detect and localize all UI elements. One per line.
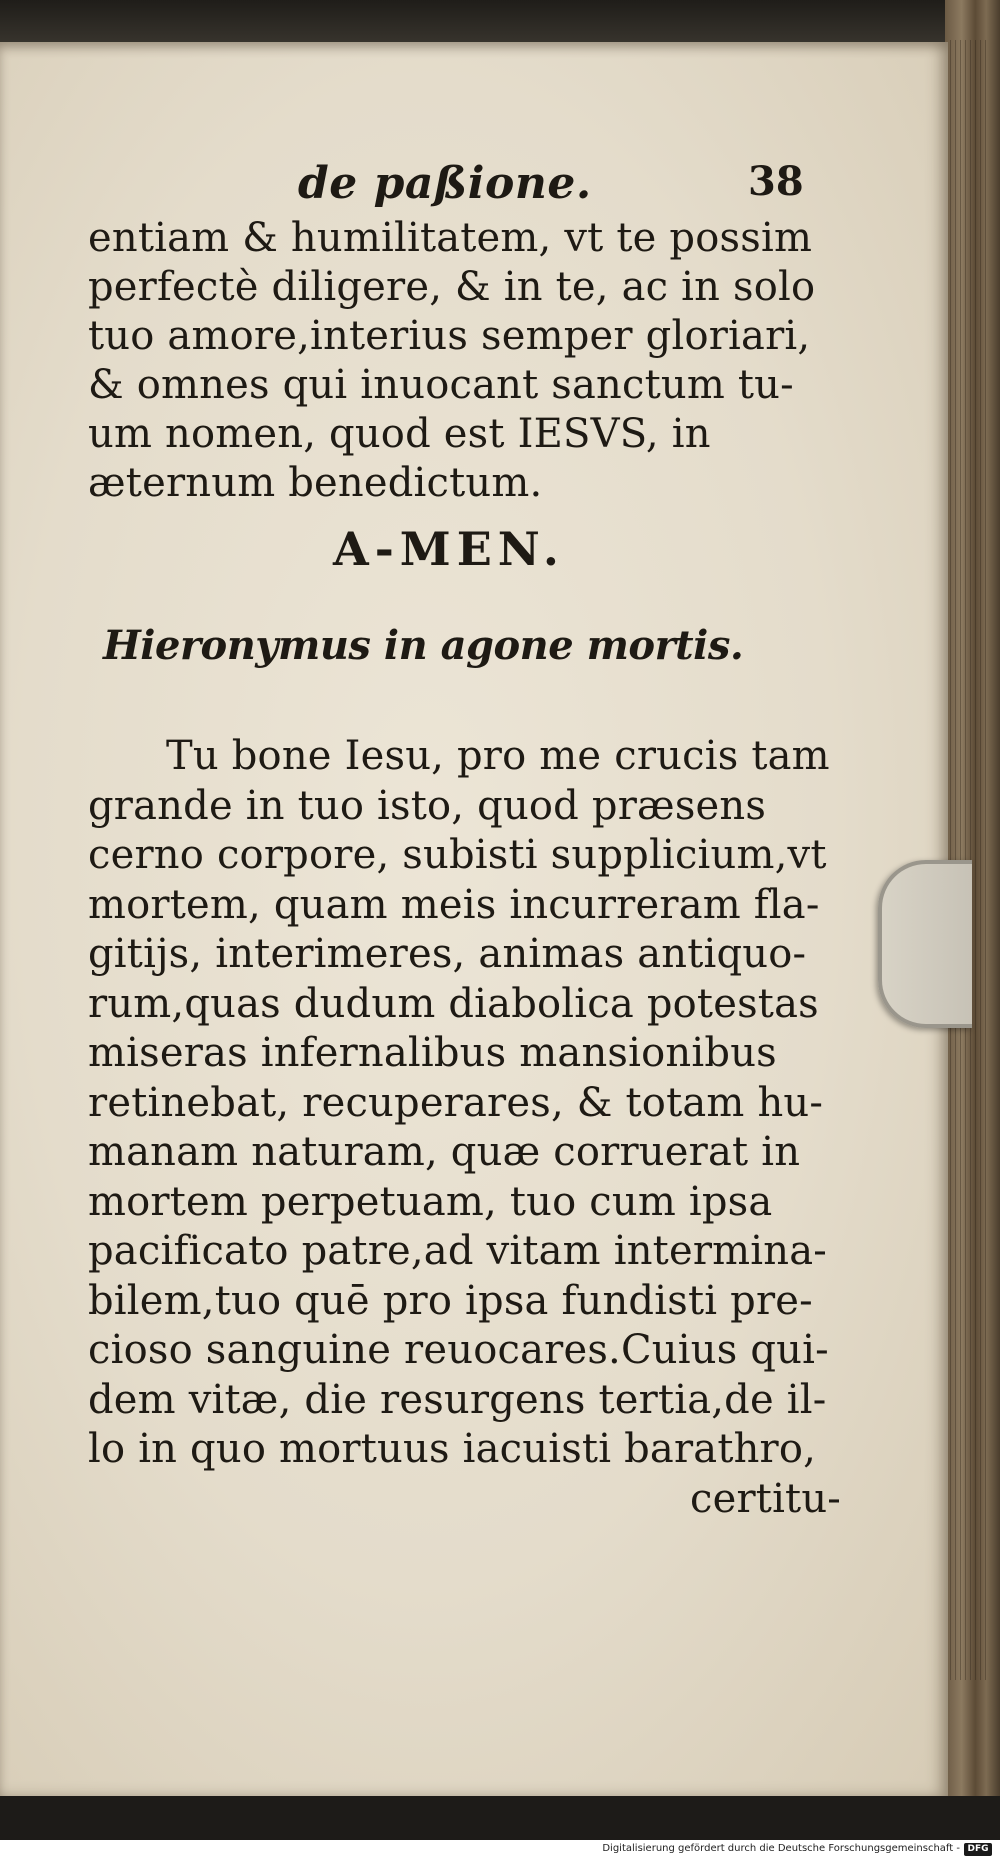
page-clip xyxy=(878,860,972,1028)
running-head xyxy=(88,150,858,214)
text-block xyxy=(88,150,858,1524)
footer-credit: Digitalisierung gefördert durch die Deutsche Forschungsgemeinschaft - xyxy=(602,1843,960,1854)
text-line: rum,quas dudum diabolica potestas xyxy=(88,980,819,1027)
text-line: perfectè diligere, & in te, ac in solo xyxy=(88,264,816,310)
running-head-title: de paßione. xyxy=(298,158,592,209)
top-shadow xyxy=(0,0,1000,48)
footer-bar xyxy=(0,1840,1000,1860)
bottom-band xyxy=(0,1796,1000,1840)
text-line: pacificato patre,ad vitam intermina- xyxy=(88,1228,827,1274)
closing-amen: A-MEN. xyxy=(333,522,565,576)
dfg-logo: DFG xyxy=(964,1843,992,1856)
text-line: mortem, quam meis incurreram fla- xyxy=(88,881,820,928)
text-line: manam naturam, quæ corruerat in xyxy=(88,1129,801,1175)
text-line: dem vitæ, die resurgens tertia,de il- xyxy=(88,1376,827,1423)
text-line: cioso sanguine reuocares.Cuius qui- xyxy=(88,1327,829,1373)
section-heading: Hieronymus in agone mortis. xyxy=(103,622,744,669)
text-line: tuo amore,interius semper gloriari, xyxy=(88,313,811,359)
text-line: retinebat, recuperares, & totam hu- xyxy=(88,1079,824,1126)
text-line: bilem,tuo quē pro ipsa fundisti pre- xyxy=(88,1277,813,1324)
text-line: gitijs, interimeres, animas antiquo- xyxy=(88,931,807,977)
text-line: Tu bone Iesu, pro me crucis tam xyxy=(166,733,830,779)
text-line: um nomen, quod est IESVS, in xyxy=(88,411,711,457)
text-line: lo in quo mortuus iacuisti barathro, xyxy=(88,1426,817,1472)
text-line: grande in tuo isto, quod præsens xyxy=(88,782,767,829)
paragraph-1 xyxy=(88,214,858,508)
page-number: 38 xyxy=(748,158,804,205)
paragraph-2 xyxy=(88,732,858,1524)
text-line: mortem perpetuam, tuo cum ipsa xyxy=(88,1178,773,1225)
text-line: & omnes qui inuocant sanctum tu- xyxy=(88,362,794,408)
text-line: cerno corpore, subisti supplicium,vt xyxy=(88,832,827,878)
catchword: certitu- xyxy=(690,1475,842,1522)
text-line: miseras infernalibus mansionibus xyxy=(88,1030,777,1076)
text-line: entiam & humilitatem, vt te possim xyxy=(88,215,813,261)
text-line: æternum benedictum. xyxy=(88,460,543,506)
